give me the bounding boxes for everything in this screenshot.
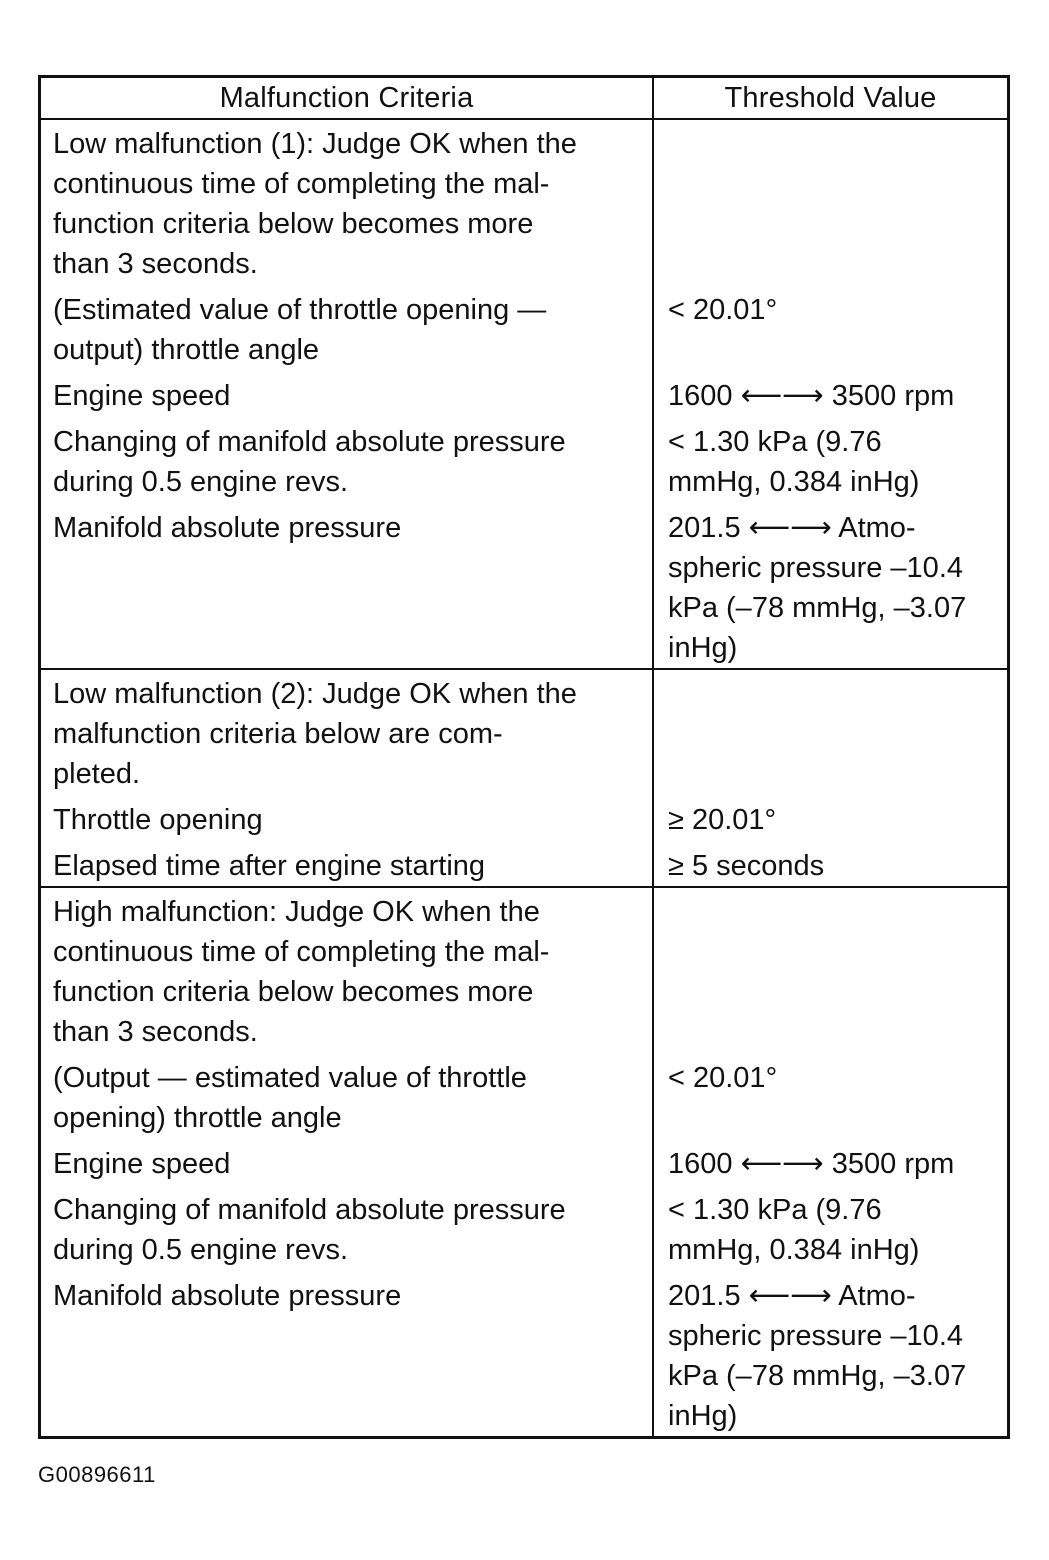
criteria-table: [38, 75, 1010, 1439]
table-row: [41, 416, 1007, 502]
threshold-cell: 1600 ⟵⟶ 3500 rpm: [668, 380, 955, 412]
criteria-cell: Changing of manifold absolute pressure during 0.5 engine revs.: [41, 1184, 654, 1270]
criteria-cell: Engine speed: [41, 1138, 654, 1184]
threshold-cell: < 20.01°: [668, 1062, 778, 1094]
criteria-cell: Throttle opening: [41, 794, 654, 840]
table-row: [41, 370, 1007, 416]
threshold-cell: [654, 670, 1007, 794]
criteria-cell: Manifold absolute pressure: [41, 502, 654, 668]
criteria-cell: (Output — estimated value of throttle opening) throttle angle: [41, 1052, 654, 1138]
criteria-cell: Engine speed: [41, 370, 654, 416]
threshold-cell: < 1.30 kPa (9.76 mmHg, 0.384 inHg): [668, 426, 920, 498]
table-row: [41, 284, 1007, 370]
header-malfunction-criteria: Malfunction Criteria: [41, 78, 654, 118]
section-low-malfunction-1: [41, 118, 1007, 668]
threshold-cell: 201.5 ⟵⟶ Atmo- spheric pressure –10.4 kPa (–78 mmHg, –3.07 inHg): [668, 512, 967, 664]
criteria-cell: Low malfunction (2): Judge OK when the malfunction criteria below are com- pleted.: [41, 670, 654, 794]
figure-id: G00896611: [38, 1462, 156, 1487]
section-low-malfunction-2: [41, 668, 1007, 886]
threshold-cell: 1600 ⟵⟶ 3500 rpm: [668, 1148, 955, 1180]
threshold-cell: 201.5 ⟵⟶ Atmo- spheric pressure –10.4 kPa (–78 mmHg, –3.07 inHg): [668, 1280, 967, 1432]
table-row: [41, 670, 1007, 794]
criteria-cell: Changing of manifold absolute pressure during 0.5 engine revs.: [41, 416, 654, 502]
table-row: [41, 120, 1007, 284]
criteria-cell: Elapsed time after engine starting: [41, 840, 654, 886]
threshold-cell: < 1.30 kPa (9.76 mmHg, 0.384 inHg): [668, 1194, 920, 1266]
table-header-row: [41, 78, 1007, 118]
header-threshold-value: Threshold Value: [724, 81, 937, 114]
threshold-cell: < 20.01°: [668, 294, 778, 326]
criteria-cell: Manifold absolute pressure: [41, 1270, 654, 1436]
criteria-cell: Low malfunction (1): Judge OK when the continuous time of completing the mal- function criteria below becomes more than 3 seconds.: [41, 120, 654, 284]
table-row: [41, 794, 1007, 840]
table-row: [41, 1138, 1007, 1184]
table-row: [41, 1052, 1007, 1138]
threshold-cell: ≥ 5 seconds: [668, 850, 825, 882]
section-high-malfunction: [41, 886, 1007, 1436]
table-row: [41, 888, 1007, 1052]
threshold-cell: [654, 120, 1007, 284]
table-row: [41, 1184, 1007, 1270]
threshold-cell: [654, 888, 1007, 1052]
criteria-cell: (Estimated value of throttle opening — output) throttle angle: [41, 284, 654, 370]
criteria-cell: High malfunction: Judge OK when the continuous time of completing the mal- function criteria below becomes more than 3 seconds.: [41, 888, 654, 1052]
table-row: [41, 840, 1007, 886]
threshold-cell: ≥ 20.01°: [668, 804, 777, 836]
table-row: [41, 1270, 1007, 1436]
table-row: [41, 502, 1007, 668]
